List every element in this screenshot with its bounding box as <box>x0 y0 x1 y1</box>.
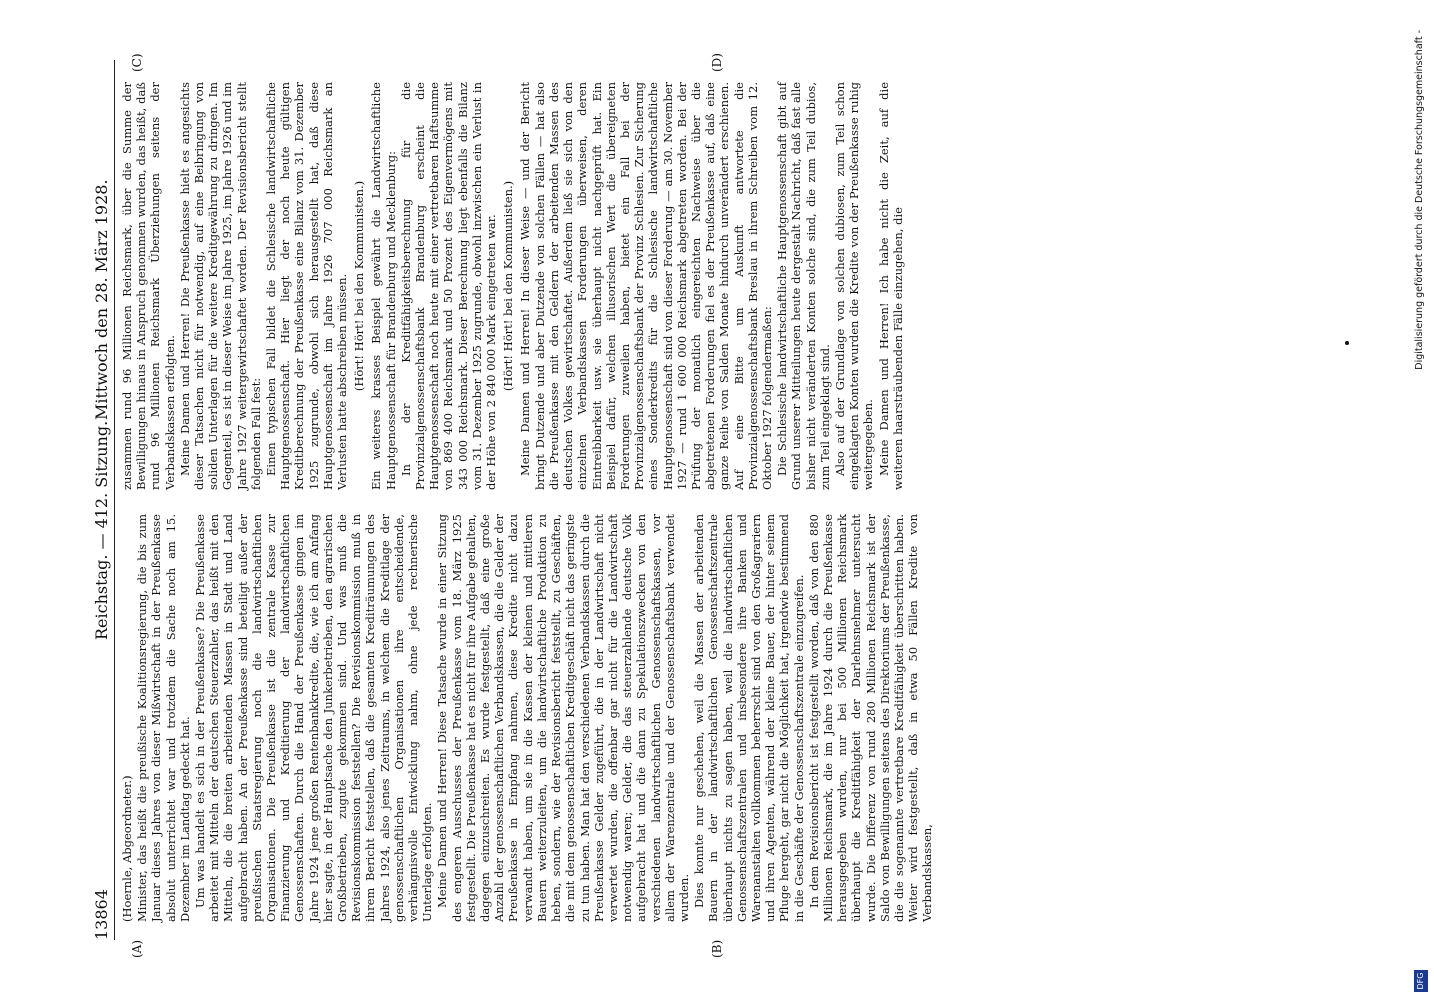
print-speck <box>1345 341 1349 345</box>
right-text-column <box>120 82 906 490</box>
interjection: (Hört! Hört! bei den Kommunisten.) <box>501 180 516 392</box>
margin-mark-c: (C) <box>130 53 144 72</box>
margin-mark-b: (B) <box>710 939 724 958</box>
paragraph: Um was handelt es sich in der Preußenkasse? Die Preußenkasse arbeitet mit Mitteln der deutschen Steuerzahler, das heißt mit den Mitteln, die die breiten arbeitenden Massen in Stadt und Land aufgebracht haben. An der Preußenkasse sind beteiligt außer der preußischen Staatsregierung noch die landwirtschaftlichen Organisationen. Die Preußenkasse ist die zentrale Kasse zur Finanzierung und Kreditierung der landwirtschaftlichen Genossenschaften. Durch die Hand der Preußenkasse gingen im Jahre 1924 jene großen Rentenbankkredite, die, wie ich am Anfang hier sagte, in der Hauptsache den Junkerbetrieben, den agrarischen Großbetrieben, zugute gekommen sind. Und was muß die Revisionskommission feststellen? Die Revisionskommission muß in ihrem Bericht feststellen, daß die gesamten Krediträumungen des Jahres 1924, also jenes Zeitraums, in welchem die Kreditlage der genossenschaftlichen Organisationen ihre entscheidende, verhängnisvolle Entwicklung nahm, ohne jede rechnerische Unterlage erfolgten. <box>193 514 435 922</box>
digitization-band <box>1410 0 1434 1000</box>
quote-paragraph: In der Kreditfähigkeitsberechnung für die Provinzialgenossenschaftsbank Brandenburg erscheint die Hauptgenossenschaft noch heute mit einer vertretbaren Haftsumme von 869 400 Reichsmark und 50 Prozent des Eigenvermögens mit 343 000 Reichsmark. Dieser Berechnung liegt ebenfalls die Bilanz vom 31. Dezember 1925 zugrunde, obwohl inzwischen ein Verlust in der Höhe von 2 840 000 Mark eingetreten war. <box>398 82 499 490</box>
left-text-column <box>120 514 936 922</box>
paragraph: Meine Damen und Herren! Ich habe nicht die Zeit, auf die weiteren haarsträubenden Fälle einzugehen, die <box>876 82 905 490</box>
paragraph: Meine Damen und Herren! Diese Tatsache wurde in einer Sitzung des engeren Ausschusses der Preußenkasse vom 18. März 1925 festgestellt. Die Preußenkasse hat es nicht für ihre Aufgabe gehalten, dagegen einzuschreiten. Es wurde festgestellt, daß eine große Anzahl der genossenschaftlichen Verbandskassen, die die Gelder der Preußenkasse in Empfang nahmen, diese Kredite nicht dazu verwandt haben, um sie in die Kassen der kleinen und mittleren Bauern weiterzuleiten, um die landwirtschaftliche Produktion zu heben, sondern, wie der Revisionsbericht feststellt, zu Geschäften, die mit dem genossenschaftlichen Kreditgeschäft nicht das geringste zu tun haben. Man hat den verschiedenen Verbandskassen durch die Preußenkasse Gelder zugeführt, die in der Landwirtschaft nicht verwertet wurden, die offenbar gar nicht für die Landwirtschaft notwendig waren; Gelder, die das steuerzahlende deutsche Volk aufgebracht hat und die dann zu Spekulationszwecken von den verschiedenen landwirtschaftlichen Genossenschaftskassen, vor allem der Warenzentrale und der Genossenschaftsbank verwendet wurden. <box>435 514 691 922</box>
paragraph: zusammen rund 96 Millionen Reichsmark, über die Summe der Bewilligungen hinaus in Anspruch genommen wurden, das heißt, daß rund 96 Millionen Reichsmark Überziehungen seitens der Verbandskassen erfolgten. <box>120 82 177 490</box>
session-title: Reichstag. — 412. Sitzung. <box>92 420 111 640</box>
margin-mark-a: (A) <box>130 939 144 958</box>
session-date: Mittwoch den 28. März 1928. <box>92 179 111 420</box>
speaker-line: (Hoernle, Abgeordneter.) <box>120 775 134 922</box>
margin-mark-d: (D) <box>710 53 724 72</box>
quote-paragraph: Einen typischen Fall bildet die Schlesische landwirtschaftliche Hauptgenossenschaft. Hier liegt der noch heute gültigen Kreditberechnung der Preußenkasse eine Bilanz vom 31. Dezember 1925 zugrunde, obwohl sich herausgestellt hat, daß diese Hauptgenossenschaft im Jahre 1926 707 000 Reichsmark an Verlusten hatte abschreiben müssen. <box>264 82 350 490</box>
page-header <box>88 60 115 940</box>
paragraph: Also auf der Grundlage von solchen dubiosen, zum Teil schon eingeklagten Konten wurden die Kredite von der Preußenkasse ruhig weitergegeben. <box>832 82 876 490</box>
paragraph: In dem Revisionsbericht ist festgestellt worden, daß von den 880 Millionen Reichsmark, die im Jahre 1924 durch die Preußenkasse herausgegeben wurden, nur bei 500 Millionen Reichsmark überhaupt die Kreditfähigkeit der Darlehnsnehmer untersucht wurde. Die Differenz von rund 280 Millionen Reichsmark ist der Saldo von Bewilligungen seitens des Direktoriums der Preußenkasse, die die sogenannte vertretbare Kreditfähigkeit überschritten haben. Weiter wird festgestellt, daß in etwa 50 Fällen Kredite von Verbandskassen, <box>806 514 935 922</box>
dfg-logo: DFG <box>1414 970 1428 992</box>
interjection: (Hört! Hört! bei den Kommunisten.) <box>352 180 367 392</box>
paragraph: Dies konnte nur geschehen, weil die Massen der arbeitenden Bauern in der landwirtschaftlichen Genossenschaftszentrale überhaupt nichts zu sagen haben, weil die landwirtschaftlichen Genossenschaftszentralen und insbesondere ihre Banken und Warenanstalten vollkommen beherrscht sind von den Großagrariern und ihren Agenten, während der kleine Bauer, der hinter seinem Pfluge hergeht, gar nicht die Möglichkeit hat, irgendwie bestimmend in die Geschäfte der Genossenschaftszentrale einzugreifen. <box>692 514 806 922</box>
digitization-note: Digitalisierung gefördert durch die Deutsche Forschungsgemeinschaft - <box>1414 30 1425 370</box>
paragraph: Meine Damen und Herren! In dieser Weise — und der Bericht bringt Dutzende und aber Dutzende von solchen Fällen — hat also die Preußenkasse mit den Geldern der arbeitenden Massen des deutschen Volkes gewirtschaftet. Außerdem ließ sie sich von den einzelnen Verbandskassen Forderungen überweisen, deren Eintreibbarkeit usw. sie überhaupt nicht nachgeprüft hat. Ein Beispiel dafür, welchen illusorischen Wert die übereigneten Forderungen zuweilen haben, bietet ein Fall bei der Provinzialgenossenschaftsbank der Provinz Schlesien. Zur Sicherung eines Sonderkredits für die Schlesische landwirtschaftliche Hauptgenossenschaft sind von dieser Forderung — am 30. November 1927 — rund 1 600 000 Reichsmark abgetreten worden. Bei der Prüfung der monatlich eingereichten Nachweise über die abgetretenen Forderungen fiel es der Preußenkasse auf, daß eine ganze Reihe von Salden Monate hindurch unverändert erschienen. Auf eine Bitte um Auskunft antwortete die Provinzialgenossenschaftsbank Breslau in ihrem Schreiben vom 12. Oktober 1927 folgendermaßen: <box>518 82 774 490</box>
paragraph: Minister, das heißt die preußische Koalitionsregierung, die bis zum Januar dieses Jahres von dieser Mißwirtschaft in der Preußenkasse absolut unterrichtet war und trotzdem die Sache noch am 15. Dezember im Landtag gedeckt hat. <box>135 514 192 922</box>
page-number: 13864 <box>92 889 111 940</box>
quote-paragraph: Die Schlesische landwirtschaftliche Hauptgenossenschaft gibt auf Grund unserer Mitteilungen heute dergestalt Nachricht, daß fast alle bisher nicht veränderten Konten solche sind, die zum Teil dubios, zum Teil eingeklagt sind. <box>775 82 832 490</box>
paragraph: Meine Damen und Herren! Die Preußenkasse hielt es angesichts dieser Tatsachen nicht für notwendig, auf eine Beibringung von soliden Unterlagen für die weitere Kreditgewährung zu dringen. Im Gegenteil, es ist in dieser Weise im Jahre 1925, im Jahre 1926 und im Jahre 1927 weitergewirtschaftet worden. Der Revisionsbericht stellt folgenden Fall fest: <box>177 82 263 490</box>
paragraph: Ein weiteres krasses Beispiel gewährt die Landwirtschaftliche Hauptgenossenschaft für Brandenburg und Mecklenburg: <box>369 82 398 490</box>
